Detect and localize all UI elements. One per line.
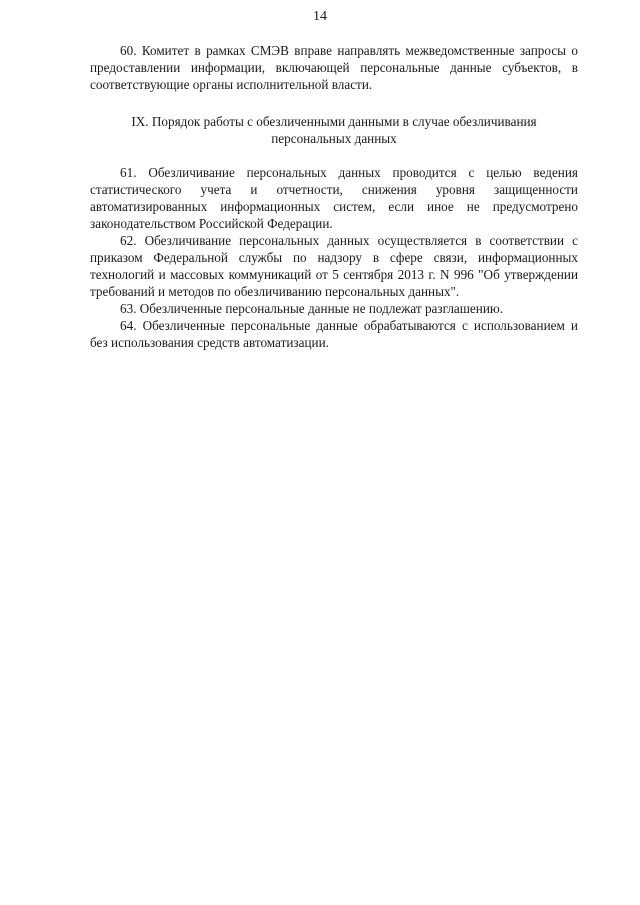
page-number: 14: [313, 9, 327, 24]
paragraph-60: 60. Комитет в рамках СМЭВ вправе направлять межведомственные запросы о предоставлении информации, включающей персональные данные субъектов, в соответствующие органы исполнительной власти.: [90, 43, 578, 92]
paragraph-61: 61. Обезличивание персональных данных проводится с целью ведения статистического учета и отчетности, снижения уровня защищенности автоматизированных информационных систем, если иное не предусмотрено законодательством Российской Федерации.: [90, 165, 578, 231]
paragraph-63: 63. Обезличенные персональные данные не подлежат разглашению.: [120, 301, 504, 316]
section-heading: IX. Порядок работы с обезличенными данными в случае обезличивания персональных данных: [131, 114, 537, 146]
document-body: [90, 42, 578, 351]
paragraph-64: 64. Обезличенные персональные данные обрабатываются с использованием и без использования средств автоматизации.: [90, 318, 578, 350]
paragraph-62: 62. Обезличивание персональных данных осуществляется в соответствии с приказом Федеральной службы по надзору в сфере связи, информационных технологий и массовых коммуникаций от 5 сентября 2013 г. N 996 "Об утверждении требований и методов по обезличиванию персональных данных".: [90, 233, 578, 299]
